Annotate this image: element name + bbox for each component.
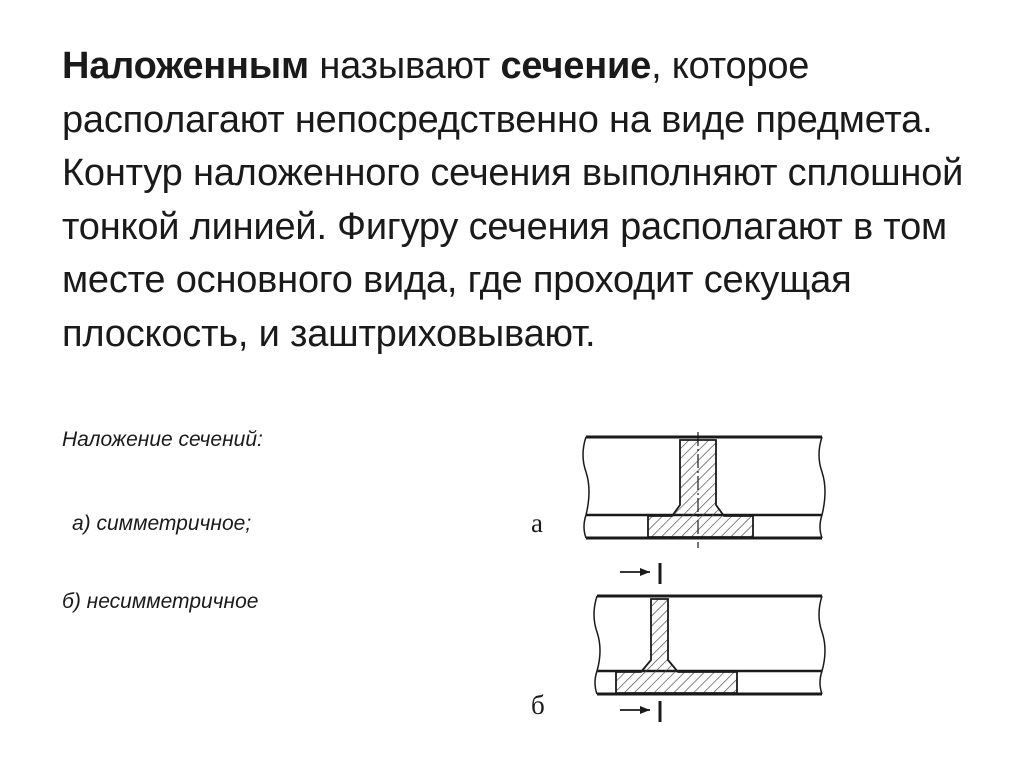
caption-heading: Наложение сечений: [62, 428, 263, 451]
asymmetric-section-shape [616, 599, 737, 693]
figure-a-symmetric [583, 432, 825, 548]
paragraph-part-1: называют [308, 45, 501, 87]
figure-label-b: б [531, 690, 545, 720]
arrow-bottom-icon [640, 706, 650, 714]
figure-b-asymmetric [594, 563, 825, 722]
term-sechenie: сечение [500, 45, 652, 87]
caption-symmetric: а) симметричное; [72, 512, 252, 535]
caption-asymmetric: б) несимметричное [62, 590, 259, 613]
paragraph-part-2: , которое располагают непосредственно на виде предмета. Контур наложенного сечения выполняют сплошной тонкой линией. Фигуру сечения располагают в том месте основного вида, где проходит секущая плоскость, и заштриховывают. [62, 45, 964, 355]
term-nalozhennym: Наложенным [62, 45, 309, 87]
symmetric-section-shape [648, 440, 753, 537]
figure-label-a: а [531, 508, 543, 538]
arrow-top-icon [640, 568, 650, 576]
